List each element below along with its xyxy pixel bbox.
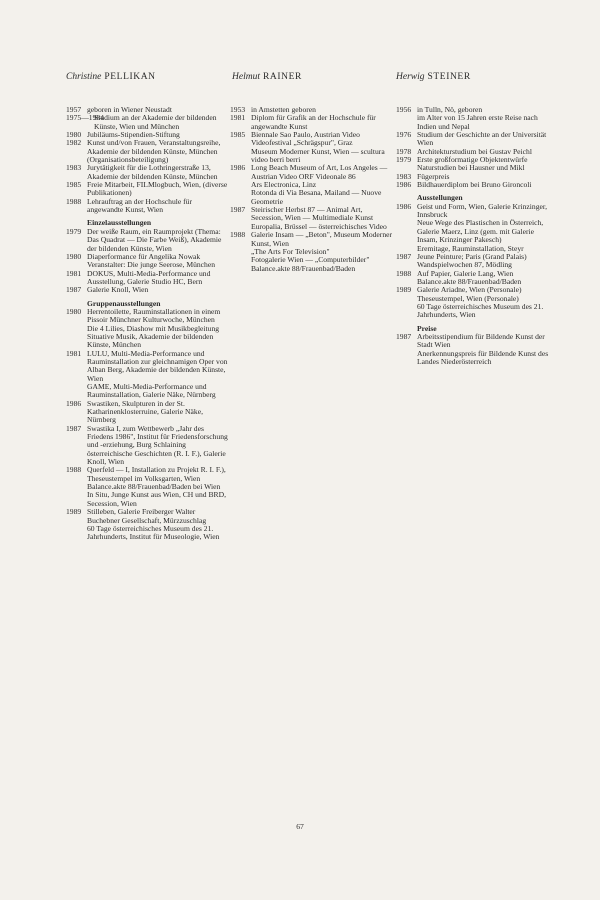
bio-list [230, 106, 392, 273]
entry-text: Der weiße Raum, ein Raumprojekt (Thema: Das Quadrat — Die Farbe Weiß), Akademie der bildenden Künste, Wien [87, 226, 222, 253]
entry-row [66, 466, 230, 508]
entry-text: Galerie Knoll, Wien [87, 285, 149, 295]
exhibition-list [396, 203, 556, 320]
entry-year: 1988 [396, 268, 412, 278]
entry-text: Galerie Insam — „Beton", Museum Moderner Kunst, Wien „The Arts For Television" Fotogalerie Wien — „Computerbilder" Balance.akte 88/Frauenbad/Baden [251, 230, 393, 273]
entry-row [66, 508, 230, 541]
entry-year: 1988 [66, 465, 82, 475]
entry-row [396, 286, 556, 319]
entry-row [396, 270, 556, 287]
entry-row [66, 308, 230, 350]
entry-year: 1986 [66, 398, 82, 408]
column-pellikan [66, 106, 230, 542]
artist-name-steiner [396, 72, 471, 82]
entry-year: 1975—1984 [66, 113, 104, 123]
artist-first-name: Christine [66, 72, 102, 82]
entry-text: Swastiken, Skulpturen in der St. Katharinenklosterruine, Galerie Näke, Nürnberg [87, 398, 203, 425]
entry-row [66, 253, 230, 270]
artist-first-name: Herwig [396, 72, 425, 82]
entry-text: Auf Papier, Galerie Lang, Wien Balance.akte 88/Frauenbad/Baden [417, 268, 522, 286]
entry-year: 1983 [396, 171, 412, 181]
entry-year: 1981 [66, 348, 82, 358]
entry-year: 1987 [230, 205, 246, 215]
entry-row [230, 206, 392, 231]
entry-row [66, 164, 230, 181]
artist-last-name: RAINER [262, 72, 302, 82]
entry-text: Jubiläums-Stipendien-Stiftung [87, 130, 180, 140]
entry-text: Architekturstudium bei Gustav Peichl [417, 146, 532, 156]
entry-text: Fügerpreis [417, 171, 450, 181]
entry-row [66, 139, 230, 164]
entry-row [396, 253, 556, 270]
entry-row [396, 203, 556, 253]
artist-last-name: PELLIKAN [104, 72, 156, 82]
entry-year: 1983 [66, 163, 82, 173]
bio-list [396, 106, 556, 189]
entry-year: 1976 [396, 130, 412, 140]
section-title-group-exhibitions: Gruppenausstellungen [87, 298, 161, 308]
entry-year: 1986 [396, 180, 412, 190]
entry-row [396, 333, 556, 366]
entry-text: Kunst und/von Frauen, Veranstaltungsreihe, Akademie der bildenden Künste, München (Organisationsbeteiligung) [87, 138, 221, 165]
entry-row [230, 114, 392, 131]
entry-text: in Amstetten geboren [251, 105, 316, 114]
artist-name-pellikan [66, 72, 156, 82]
artist-first-name: Helmut [232, 72, 260, 82]
entry-text: Swastika I, zum Wettbewerb „Jahr des Friedens 1986", Institut für Friedensforschung und -erziehung, Burg Schlaining österreichische Geschichten (R. I. F.), Galerie Knoll, Wien [87, 423, 228, 467]
entry-year: 1980 [66, 130, 82, 140]
entry-row [66, 350, 230, 400]
entry-year: 1981 [230, 113, 246, 123]
entry-text: Erste großformatige Objektentwürfe Naturstudien bei Hausner und Mikl [417, 155, 528, 173]
entry-text: Studium an der Akademie der bildenden Künste, Wien und München [94, 113, 217, 131]
entry-row [396, 131, 556, 148]
entry-year: 1989 [66, 507, 82, 517]
section-title-exhibitions: Ausstellungen [417, 193, 463, 203]
entry-text: Stilleben, Galerie Freiberger Walter Buchebner Gesellschaft, Mürzzuschlag 60 Tage österreichisches Museum des 21. Jahrhunderts, Institut für Museologie, Wien [87, 507, 220, 542]
entry-row [396, 156, 556, 173]
entry-row [230, 164, 392, 206]
entry-text: Freie Mitarbeit, FILMlogbuch, Wien, (diverse Publikationen) [87, 180, 228, 198]
entry-text: Biennale Sao Paulo, Austrian Video Videofestival „Schrägspur", Graz Museum Moderner Kunst, Wien — scultura video berri berri [251, 130, 385, 165]
entry-text: Long Beach Museum of Art, Los Angeles — Austrian Video ORF Videonale 86 Ars Electronica, Linz Rotonda di Via Besana, Mailand — Nuove Geometrie [251, 163, 388, 206]
solo-exhibition-list [66, 228, 230, 295]
entry-year: 1985 [66, 180, 82, 190]
entry-row [66, 270, 230, 287]
entry-year: 1978 [396, 146, 412, 156]
entry-row [396, 106, 556, 131]
entry-year: 1985 [230, 130, 246, 140]
entry-year: 1981 [66, 268, 82, 278]
entry-row [66, 400, 230, 425]
entry-year: 1953 [230, 105, 246, 114]
artist-name-header [0, 72, 600, 88]
entry-row [66, 228, 230, 253]
entry-year: 1982 [66, 138, 82, 148]
entry-year: 1989 [396, 285, 412, 295]
entry-text: geboren in Wiener Neustadt [87, 105, 172, 114]
entry-year: 1979 [396, 155, 412, 165]
entry-text: Steirischer Herbst 87 — Animal Art, Secession, Wien — Multimediale Kunst Europalia, Brüssel — österreichisches Video [251, 205, 387, 231]
entry-year: 1986 [396, 201, 412, 211]
entry-row [66, 286, 230, 294]
prize-list [396, 333, 556, 366]
entry-year: 1980 [66, 251, 82, 261]
entry-year: 1986 [230, 163, 246, 173]
bio-list [66, 106, 230, 214]
entry-text: Jeune Peinture; Paris (Grand Palais) Wandspielwochen 87, Mödling [417, 251, 527, 270]
entry-year: 1980 [66, 306, 82, 316]
entry-text: Jurytätigkeit für die Lothringerstraße 13, Akademie der bildenden Künste, München [87, 163, 218, 181]
entry-row [396, 181, 556, 189]
section-title-solo-exhibitions: Einzelausstellungen [87, 218, 152, 228]
entry-row [66, 114, 230, 131]
entry-row [230, 231, 392, 273]
entry-text: Diaperformance für Angelika Nowak Veranstalter: Die junge Seerose, München [87, 251, 215, 270]
entry-text: Arbeitsstipendium für Bildende Kunst der Stadt Wien Anerkennungspreis für Bildende Kunst des Landes Niederösterreich [417, 331, 549, 366]
entry-text: Lehrauftrag an der Hochschule für angewandte Kunst, Wien [87, 196, 192, 215]
section-title-prizes: Preise [417, 323, 437, 333]
column-rainer [230, 106, 392, 273]
entry-year: 1988 [230, 230, 246, 240]
page-number: 67 [296, 822, 304, 831]
entry-row [66, 181, 230, 198]
entry-year: 1988 [66, 196, 82, 206]
group-exhibition-list [66, 308, 230, 542]
entry-year: 1987 [396, 331, 412, 341]
entry-text: Bildhauerdiplom bei Bruno Gironcoli [417, 180, 532, 190]
column-steiner [396, 106, 556, 366]
entry-text: Galerie Ariadne, Wien (Personale) Theseustempel, Wien (Personale) 60 Tage österreichisches Museum des 21. Jahrhunderts, Wien [417, 285, 544, 320]
entry-row [66, 198, 230, 215]
entry-text: Diplom für Grafik an der Hochschule für angewandte Kunst [251, 113, 376, 131]
entry-text: in Tulln, Nö, geboren im Alter von 15 Jahren erste Reise nach Indien und Nepal [417, 105, 538, 131]
entry-text: Querfeld — I, Installation zu Projekt R. I. F.), Theseustempel im Volksgarten, Wien Balance.akte 88/Frauenbad/Baden bei Wien In Situ, Junge Kunst aus Wien, CH und BRD, Secession, Wien [87, 465, 226, 508]
entry-year: 1987 [66, 423, 82, 433]
entry-text: DOKUS, Multi-Media-Performance und Ausstellung, Galerie Studio HC, Bern [87, 268, 211, 286]
entry-year: 1987 [66, 285, 82, 295]
entry-row [66, 425, 230, 467]
entry-year: 1957 [66, 105, 82, 114]
entry-year: 1979 [66, 226, 82, 236]
entry-text: Herrentoilette, Rauminstallationen in einem Pissoir Münchner Kulturwoche, München Die 4 Lilies, Diashow mit Musikbegleitung Situative Musik, Akademie der bildenden Künste, München [87, 306, 221, 350]
artist-last-name: STEINER [427, 72, 471, 82]
entry-year: 1987 [396, 251, 412, 261]
entry-text: Studium der Geschichte an der Universität Wien [417, 130, 547, 148]
entry-text: Geist und Form, Wien, Galerie Krinzinger, Innsbruck Neue Wege des Plastischen in Österreich, Galerie Maerz, Linz (gem. mit Galerie Insam, Krinzinger Pakesch) Eremitage, Rauminstallation, Steyr [417, 201, 547, 253]
entry-text: LULU, Multi-Media-Performance und Rauminstallation zur gleichnamigen Oper von Alban Berg, Akademie der bildenden Künste, Wien GAME, Multi-Media-Performance und Rauminstallation, Galerie Näke, Nürnberg [87, 348, 228, 400]
artist-name-rainer [232, 72, 302, 82]
entry-year: 1956 [396, 105, 412, 114]
entry-row [230, 131, 392, 164]
